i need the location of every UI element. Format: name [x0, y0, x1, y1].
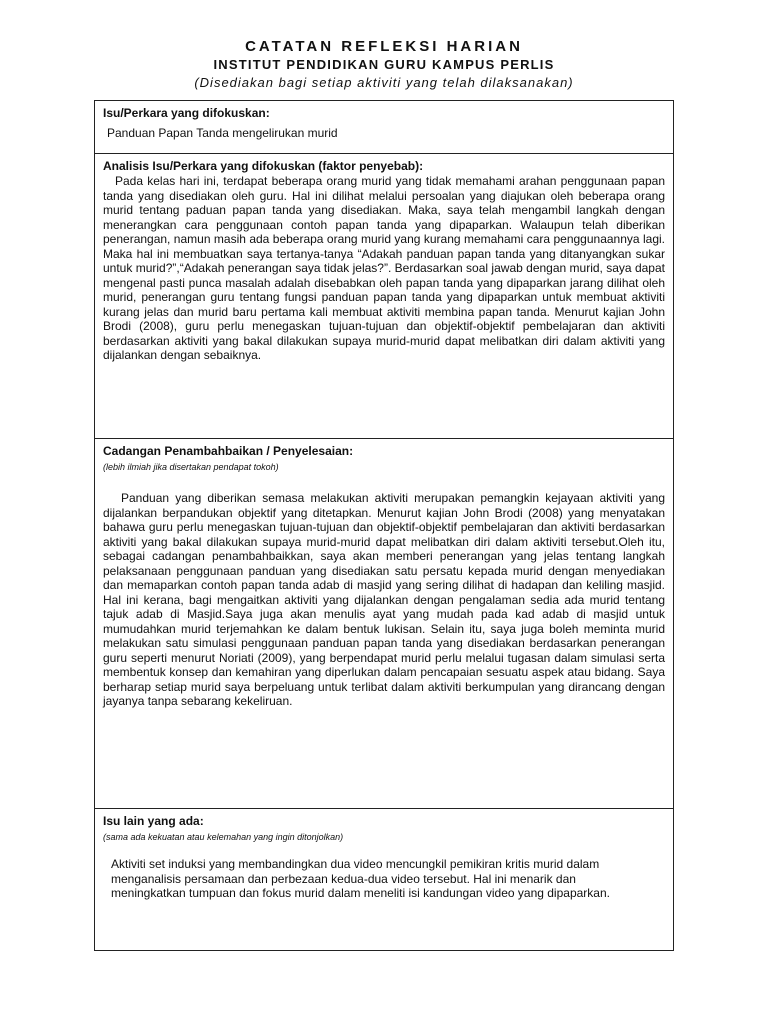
reflection-table — [94, 100, 674, 951]
section-issue — [95, 101, 673, 154]
section-suggestion — [95, 439, 673, 809]
section-other-note: (sama ada kekuatan atau kelemahan yang ingin ditonjolkan) — [103, 832, 344, 842]
section-other-body: Aktiviti set induksi yang membandingkan dua video mencungkil pemikiran kritis murid dalam menganalisis persamaan dan perbezaan kedua-dua video tersebut. Hal ini menarik dan meningkatkan tumpuan dan fokus murid dalam meneliti isi kandungan video yang dipaparkan. — [111, 857, 610, 900]
section-analysis — [95, 154, 673, 439]
document-subtitle: (Disediakan bagi setiap aktiviti yang telah dilaksanakan) — [194, 75, 574, 90]
document-title: CATATAN REFLEKSI HARIAN — [245, 38, 523, 55]
institution-name: INSTITUT PENDIDIKAN GURU KAMPUS PERLIS — [213, 57, 555, 72]
section-analysis-body: Pada kelas hari ini, terdapat beberapa orang murid yang tidak memahami arahan penggunaan papan tanda yang disediakan oleh guru. Hal ini dilihat melalui persoalan yang diajukan oleh beberapa orang murid tentang paduan papan tanda yang disediakan. Maka, saya telah mengambil langkah dengan menerangkan cara penggunaan contoh papan tanda yang dipaparkan. Walaupun telah diberikan penerangan, namun masih ada beberapa orang murid yang kurang memahami cara penggunaannya lagi. Maka hal ini membuatkan saya tertanya-tanya “Adakah panduan papan tanda yang ditanyangkan sukar untuk murid?”,“Adakah penerangan saya tidak jelas?”. Berdasarkan soal jawab dengan murid, saya dapat mengenal pasti punca masalah adalah disebabkan oleh papan tanda yang dipaparkan jarang dilihat oleh murid, penerangan guru tentang fungsi panduan papan tanda yang dipaparkan untuk membuat aktiviti kurang jelas dan murid baru pertama kali membuat aktiviti membina papan tanda. Menurut kajian John Brodi (2008), guru perlu menegaskan tujuan-tujuan dan objektif-objektif pembelajaran dan aktiviti berdasarkan aktiviti yang bakal dilakukan supaya murid-murid dapat melibatkan diri dalam aktiviti yang dijalankan dengan sebaiknya. — [103, 174, 665, 362]
section-analysis-title: Analisis Isu/Perkara yang difokuskan (faktor penyebab): — [103, 159, 424, 173]
section-suggestion-title: Cadangan Penambahbaikan / Penyelesaian: — [103, 444, 354, 458]
section-issue-body: Panduan Papan Tanda mengelirukan murid — [107, 126, 338, 140]
section-suggestion-note: (lebih ilmiah jika disertakan pendapat tokoh) — [103, 462, 279, 472]
section-other-title: Isu lain yang ada: — [103, 814, 204, 828]
section-suggestion-body: Panduan yang diberikan semasa melakukan aktiviti merupakan pemangkin kejayaan aktiviti yang dijalankan berpandukan objektif yang ditetapkan. Menurut kajian John Brodi (2008) yang menyatakan bahawa guru perlu menegaskan tujuan-tujuan dan objektif-objektif pembelajaran dan aktiviti berdasarkan aktiviti yang bakal dilakukan supaya murid-murid dapat melibatkan diri dalam aktiviti tersebut.Oleh itu, sebagai cadangan penambahbaikkan, saya akan memberi penerangan yang jelas tentang langkah pelaksanaan penggunaan panduan yang disediakan satu persatu kepada murid dengan menyediakan dan memaparkan contoh papan tanda adab di masjid yang sering dilihat di hadapan dan keliling masjid. Hal ini kerana, bagi mengaitkan aktiviti yang dijalankan dengan pengalaman sedia ada murid tentang tajuk adab di Masjid.Saya juga akan menulis ayat yang mudah pada kad adab di masjid untuk mumudahkan murid terjemahkan ke dalam bentuk lukisan. Selain itu, saya juga boleh meminta murid melakukan satu simulasi penggunaan panduan papan tanda yang disediakan berdasarkan penerangan guru seperti menurut Noriati (2009), yang berpendapat murid perlu melalui tugasan dalam simulasi serta membentuk konsep dan kemahiran yang diperlukan dalam pencapaian sesuatu aspek atau bidang. Saya berharap setiap murid saya berpeluang untuk terlibat dalam aktiviti berkumpulan yang dirancang dengan jayanya tanpa sebarang kekeliruan. — [103, 491, 665, 708]
section-other-issues — [95, 809, 673, 950]
section-issue-title: Isu/Perkara yang difokuskan: — [103, 106, 270, 120]
